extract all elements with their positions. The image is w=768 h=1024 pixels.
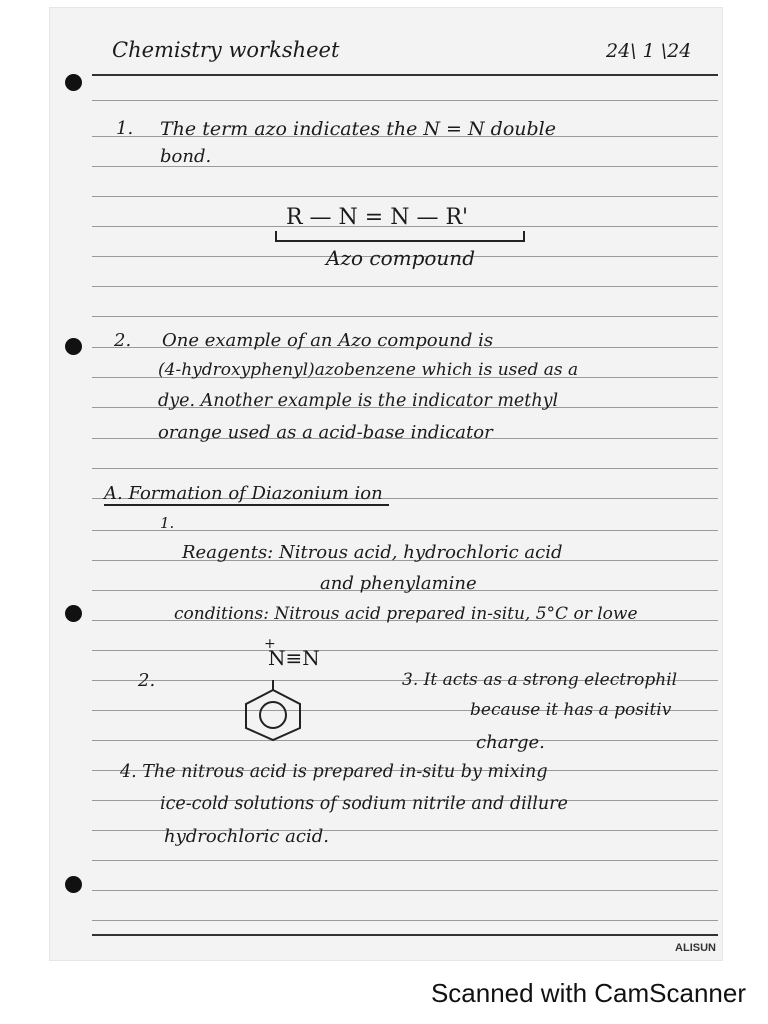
section2-line2: (4-hydroxyphenyl)azobenzene which is used as a: [158, 360, 579, 380]
item3-line1: 3. It acts as a strong electrophil: [402, 670, 678, 690]
punch-hole: [65, 876, 82, 893]
section2-line3: dye. Another example is the indicator methyl: [158, 391, 559, 411]
item-number: 2.: [138, 670, 156, 691]
brace-label: Azo compound: [326, 246, 475, 270]
item3-line2: because it has a positiv: [470, 700, 672, 720]
item4-line3: hydrochloric acid.: [164, 826, 329, 847]
section2-line1: One example of an Azo compound is: [162, 330, 494, 351]
item-number: 1.: [116, 118, 134, 139]
item4-line2: ice-cold solutions of sodium nitrile and dillure: [160, 794, 568, 814]
item3-line3: charge.: [476, 732, 545, 753]
notebook-page: [50, 8, 722, 960]
brand-logo: ALISUN: [675, 942, 716, 954]
ruled-line: [92, 860, 718, 861]
ruled-line: [92, 530, 718, 531]
item-number: 1.: [160, 514, 175, 532]
ruled-line: [92, 920, 718, 921]
ruled-line: [92, 286, 718, 287]
ruled-line: [92, 468, 718, 469]
azo-formula: R — N = N — R': [286, 205, 469, 230]
page-date: 24\ 1 \24: [606, 40, 692, 62]
conditions-line: conditions: Nitrous acid prepared in-situ, 5°C or lowe: [174, 604, 638, 624]
section1-line1: The term azo indicates the N = N double: [160, 118, 556, 140]
ruled-line: [92, 196, 718, 197]
reagents-line: Reagents: Nitrous acid, hydrochloric acid: [182, 542, 563, 563]
scanner-watermark: Scanned with CamScanner: [430, 978, 746, 1008]
punch-hole: [65, 605, 82, 622]
punch-hole: [65, 338, 82, 355]
footer-rule: [92, 934, 718, 936]
ruled-line: [92, 890, 718, 891]
item4-line1: 4. The nitrous acid is prepared in-situ by mixing: [120, 762, 548, 782]
benzene-ring: [238, 680, 308, 742]
header-rule: [92, 74, 718, 76]
item-number: 2.: [114, 330, 132, 351]
ruled-line: [92, 740, 718, 741]
ruled-line: [92, 650, 718, 651]
section-heading: A. Formation of Diazonium ion: [104, 483, 389, 506]
charge-sign: +: [264, 636, 276, 652]
punch-hole: [65, 74, 82, 91]
ruled-line: [92, 100, 718, 101]
page-title: Chemistry worksheet: [112, 38, 340, 62]
section1-line2: bond.: [160, 146, 212, 167]
section2-line4: orange used as a acid-base indicator: [158, 422, 493, 443]
diazonium-group: N≡N: [268, 646, 320, 670]
reagents-cont-line: and phenylamine: [320, 573, 477, 594]
ruled-line: [92, 316, 718, 317]
